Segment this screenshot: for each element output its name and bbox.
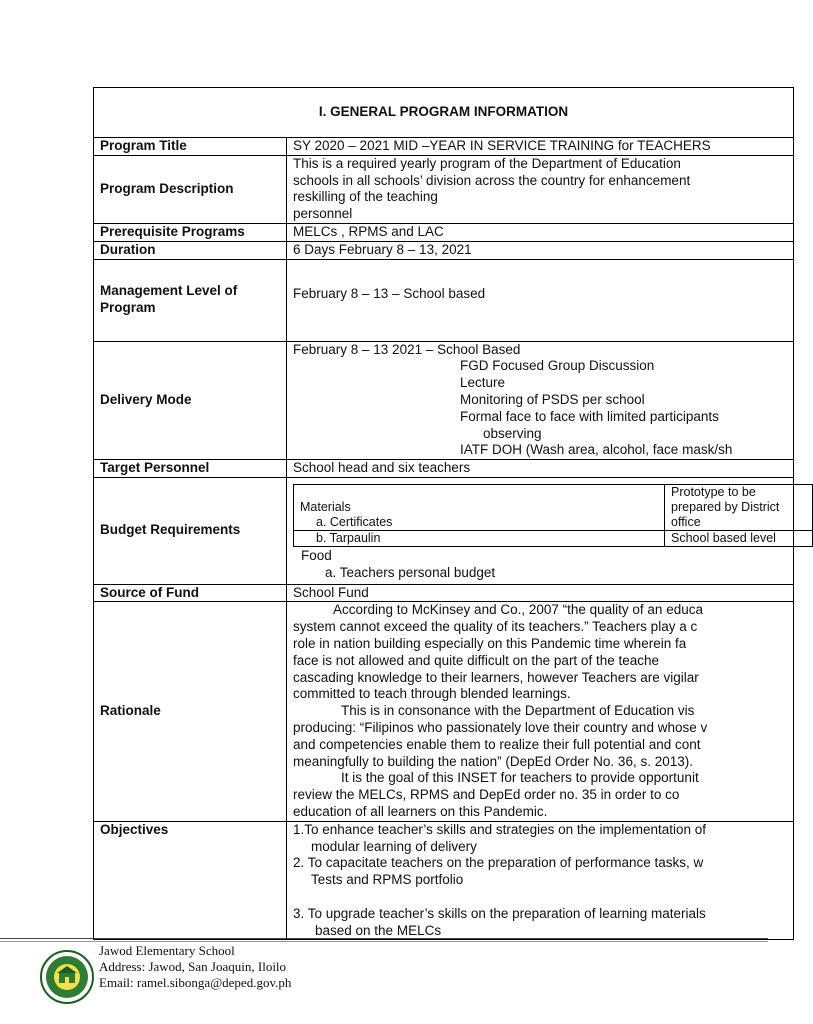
delivery-mode-item: Formal face to face with limited participants	[460, 408, 719, 424]
budget-table	[293, 484, 813, 547]
header-row	[94, 88, 794, 138]
objectives-value	[287, 821, 794, 940]
delivery-mode-item: FGD Focused Group Discussion	[460, 358, 655, 374]
objective-line: based on the MELCs	[315, 922, 442, 938]
budget-food: Food	[301, 547, 332, 563]
description-line: schools in all schools’ division across the country for enhancement	[293, 172, 691, 188]
program-description-label: Program Description	[94, 155, 287, 223]
description-line: personnel	[293, 206, 353, 222]
description-line: reskilling of the teaching	[293, 189, 438, 205]
description-line: This is a required yearly program of the Department of Education	[293, 155, 681, 171]
delivery-mode-subitem: observing	[483, 425, 542, 441]
row-target-personnel	[94, 460, 794, 478]
row-program-description	[94, 155, 794, 223]
delivery-mode-item: Lecture	[460, 375, 506, 391]
row-management-level	[94, 259, 794, 341]
row-prerequisite	[94, 223, 794, 241]
budget-level: School based level	[665, 530, 813, 546]
budget-value	[287, 477, 794, 584]
prototype-line: prepared by District	[671, 499, 780, 514]
footer-school-name: Jawod Elementary School	[99, 943, 235, 958]
rationale-line: This is in consonance with the Department of Education vis	[341, 703, 695, 719]
prototype-line: Prototype to be	[671, 484, 756, 499]
rationale-line: system cannot exceed the quality of its teachers.” Teachers play a c	[293, 619, 698, 635]
rationale-line: education of all learners on this Pandemic.	[293, 803, 548, 819]
delivery-mode-label: Delivery Mode	[94, 341, 287, 460]
management-level-label-line: Program	[100, 300, 156, 316]
footer-contact	[99, 943, 291, 991]
rationale-value	[287, 602, 794, 821]
program-title-label: Program Title	[94, 138, 287, 156]
budget-item: a. Certificates	[316, 514, 393, 529]
delivery-mode-value	[287, 341, 794, 460]
source-of-fund-label: Source of Fund	[94, 584, 287, 602]
row-rationale	[94, 602, 794, 821]
objective-line: 3. To upgrade teacher’s skills on the preparation of learning materials	[293, 905, 706, 921]
budget-materials-cell	[294, 484, 665, 530]
footer-email: Email: ramel.sibonga@deped.gov.ph	[99, 975, 292, 990]
objective-line: 2. To capacitate teachers on the preparation of performance tasks, w	[293, 855, 704, 871]
management-level-label-line: Management Level of	[100, 283, 238, 299]
rationale-line: meaningfully to building the nation” (DepEd Order No. 36, s. 2013).	[293, 753, 693, 769]
duration-value: 6 Days February 8 – 13, 2021	[287, 241, 794, 259]
rationale-line: According to McKinsey and Co., 2007 “the quality of an educa	[333, 602, 703, 618]
rationale-line: face is not allowed and quite difficult on the part of the teache	[293, 652, 659, 668]
row-budget	[94, 477, 794, 584]
objective-spacer	[293, 889, 787, 906]
delivery-mode-line: February 8 – 13 2021 – School Based	[293, 341, 521, 357]
budget-prototype-cell	[665, 484, 813, 530]
budget-materials: Materials	[300, 499, 351, 514]
budget-item: b. Tarpaulin	[294, 530, 665, 546]
rationale-line: and competencies enable them to realize their full potential and cont	[293, 736, 701, 752]
rationale-line: review the MELCs, RPMS and DepEd order no. 35 in order to co	[293, 787, 680, 803]
prerequisite-label: Prerequisite Programs	[94, 223, 287, 241]
rationale-line: role in nation building especially on this Pandemic time wherein fa	[293, 635, 687, 651]
source-of-fund-value: School Fund	[287, 584, 794, 602]
target-personnel-value: School head and six teachers	[287, 460, 794, 478]
rationale-line: cascading knowledge to their learners, however Teachers are vigilar	[293, 669, 699, 685]
duration-label: Duration	[94, 241, 287, 259]
delivery-mode-item: IATF DOH (Wash area, alcohol, face mask/sh	[460, 442, 733, 458]
objectives-label: Objectives	[94, 821, 287, 940]
section-title: I. GENERAL PROGRAM INFORMATION	[94, 88, 794, 138]
program-title-value: SY 2020 – 2021 MID –YEAR IN SERVICE TRAINING for TEACHERS	[287, 138, 794, 156]
footer-address: Address: Jawod, San Joaquin, Iloilo	[99, 959, 287, 974]
delivery-mode-item: Monitoring of PSDS per school	[460, 391, 645, 407]
program-description-value	[287, 155, 794, 223]
footer-divider	[0, 938, 768, 939]
budget-row	[294, 530, 813, 546]
target-personnel-label: Target Personnel	[94, 460, 287, 478]
rationale-line: It is the goal of this INSET for teachers to provide opportunit	[341, 770, 699, 786]
budget-label: Budget Requirements	[94, 477, 287, 584]
rationale-label: Rationale	[94, 602, 287, 821]
row-program-title	[94, 138, 794, 156]
prerequisite-value: MELCs , RPMS and LAC	[287, 223, 794, 241]
school-seal-icon	[40, 950, 94, 1004]
prototype-line: office	[671, 514, 701, 529]
rationale-line: committed to teach through blended learnings.	[293, 686, 571, 702]
objective-line: Tests and RPMS portfolio	[311, 872, 464, 888]
budget-row	[294, 484, 813, 530]
objective-line: modular learning of delivery	[311, 838, 477, 854]
management-level-value: February 8 – 13 – School based	[287, 259, 794, 341]
management-level-label	[94, 259, 287, 341]
budget-food-item: a. Teachers personal budget	[325, 564, 496, 580]
rationale-line: producing: “Filipinos who passionately love their country and whose v	[293, 719, 708, 735]
program-info-table	[93, 87, 794, 940]
footer-divider	[0, 941, 768, 942]
row-source-of-fund	[94, 584, 794, 602]
row-objectives	[94, 821, 794, 940]
row-duration	[94, 241, 794, 259]
objective-line: 1.To enhance teacher’s skills and strategies on the implementation of	[293, 821, 706, 837]
row-delivery-mode	[94, 341, 794, 460]
